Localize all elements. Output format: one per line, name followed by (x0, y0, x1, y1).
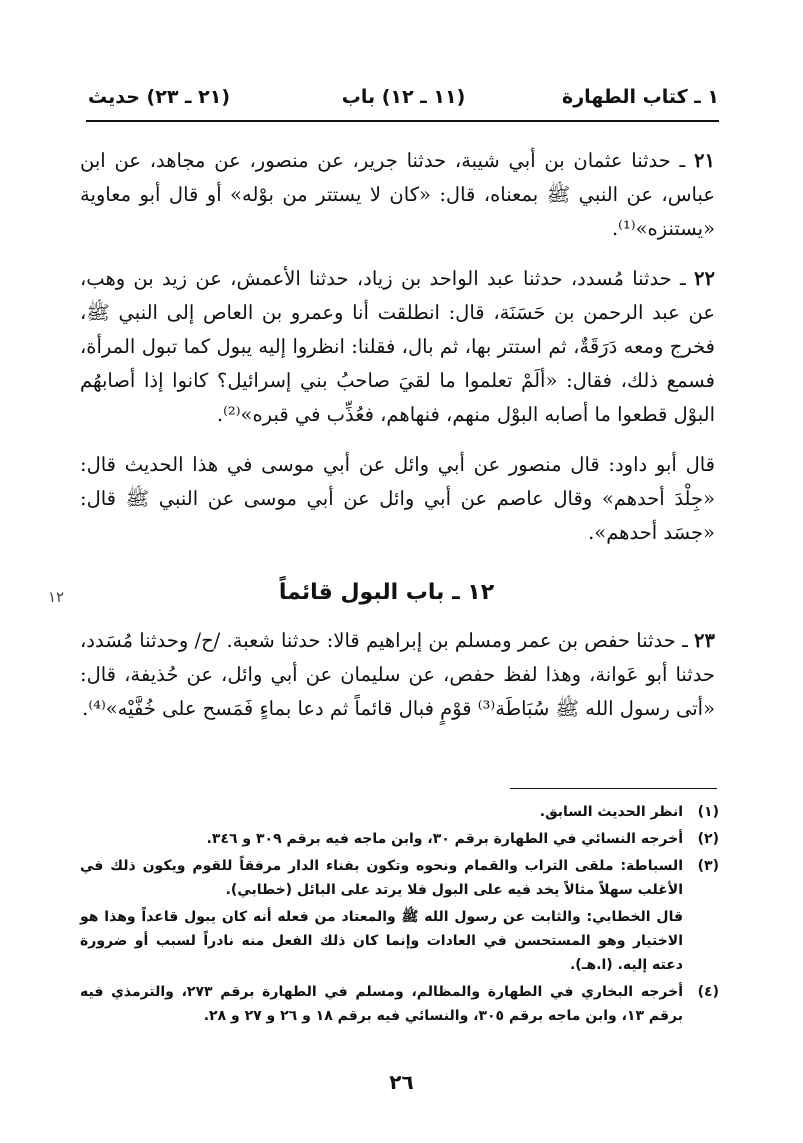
footnotes (80, 800, 719, 1031)
footnote-divider (510, 788, 717, 789)
header-chapter-range: (١١ ـ ١٢) باب (341, 86, 466, 108)
footnote-text: السباطة: ملقى التراب والقمام ونحوه وتكون بفناء الدار مرفقاً للقوم ويكون ذلك في الأغلب سهلاً مثالاً يخد فيه على البول فلا يرتد على البائل (خطابي). (80, 858, 683, 898)
commentary-paragraph (80, 448, 715, 550)
header-book-title: ١ ـ كتاب الطهارة (562, 86, 719, 108)
footnote-number: (١) (697, 804, 719, 820)
hadith-paragraph (80, 144, 715, 246)
hadith-paragraph (80, 624, 715, 726)
commentary-text: قال أبو داود: قال منصور عن أبي وائل عن أبي موسى في هذا الحديث قال: «جِلْدَ أحدهم» وقال عاصم عن أبي وائل عن أبي موسى عن النبي ﷺ قال: «جسَد أحدهم». (80, 453, 716, 544)
footnote-text: انظر الحديث السابق. (539, 804, 683, 820)
footnote-text: قال الخطابي: والثابت عن رسول الله ﷺ والمعتاد من فعله أنه كان يبول قاعداً وهذا هو الاختيار وهو المستحسن في العادات وإنما كان ذلك الفعل منه نادراً لسبب أو ضرورة دعته إليه. (ا.هـ). (80, 909, 683, 973)
footnote (80, 827, 719, 851)
footnote (80, 980, 719, 1028)
page-number: ٢٦ (389, 1070, 414, 1094)
footnote-number: (٢) (697, 831, 719, 847)
hadith-text: ـ حدثنا عثمان بن أبي شيبة، حدثنا جرير، عن منصور، عن مجاهد، عن ابن عباس، عن النبي ﷺ بمعناه، قال: «كان لا يستتر من بوْله» أو قال أبو معاوية «يستنزه»⁽¹⁾. (80, 149, 715, 240)
footnote-number: (٣) (697, 858, 719, 874)
header-hadith-range: (٢١ ـ ٢٣) حديث (88, 86, 231, 108)
hadith-number: ٢٣ (694, 629, 715, 652)
margin-chapter-number: ١٢ (48, 588, 65, 606)
footnote-text: أخرجه النسائي في الطهارة برقم ٣٠، وابن ماجه فيه برقم ٣٠٩ و ٣٤٦. (206, 831, 683, 847)
hadith-number: ٢١ (694, 149, 715, 172)
footnote (80, 854, 719, 902)
footnote (80, 800, 719, 824)
hadith-number: ٢٢ (694, 267, 715, 290)
running-header (88, 86, 719, 116)
footnote-continuation (80, 905, 719, 977)
chapter-title: ١٢ ـ باب البول قائماً (278, 580, 495, 605)
hadith-text: ـ حدثنا حفص بن عمر ومسلم بن إبراهيم قالا: حدثنا شعبة. /ح/ وحدثنا مُسَدد، حدثنا أبو عَوانة، وهذا لفظ حفص، عن سليمان عن أبي وائل، عن حُذيفة، قال: «أتى رسول الله ﷺ سُبَاطَة⁽³⁾ قوْمٍ فبال قائماً ثم دعا بماءٍ فَمَسح على خُفَّيْه»⁽⁴⁾. (80, 629, 715, 720)
footnote-number: (٤) (697, 984, 719, 1000)
footnote-text: أخرجه البخاري في الطهارة والمظالم، ومسلم في الطهارة برقم ٢٧٣، والترمذي فيه برقم ١٣، وابن ماجه برقم ٣٠٥، والنسائي فيه برقم ١٨ و ٢٦ و ٢٧ و ٢٨. (80, 984, 683, 1024)
hadith-text: ـ حدثنا مُسدد، حدثنا عبد الواحد بن زياد، حدثنا الأعمش، عن زيد بن وهب، عن عبد الرحمن بن حَسَنَة، قال: انطلقت أنا وعمرو بن العاص إلى النبي ﷺ، فخرج ومعه دَرَقَةٌ، ثم استتر بها، ثم بال، فقلنا: انظروا إليه يبول كما تبول المرأة، فسمع ذلك، فقال: «ألَمْ تعلموا ما لقيَ صاحبُ بني إسرائيل؟ كانوا إذا أصابهُم البوْل قطعوا ما أصابه البوْل منهم، فنهاهم، فعُذِّب في قبره»⁽²⁾. (80, 267, 715, 426)
hadith-paragraph (80, 262, 715, 432)
header-divider (86, 120, 719, 122)
